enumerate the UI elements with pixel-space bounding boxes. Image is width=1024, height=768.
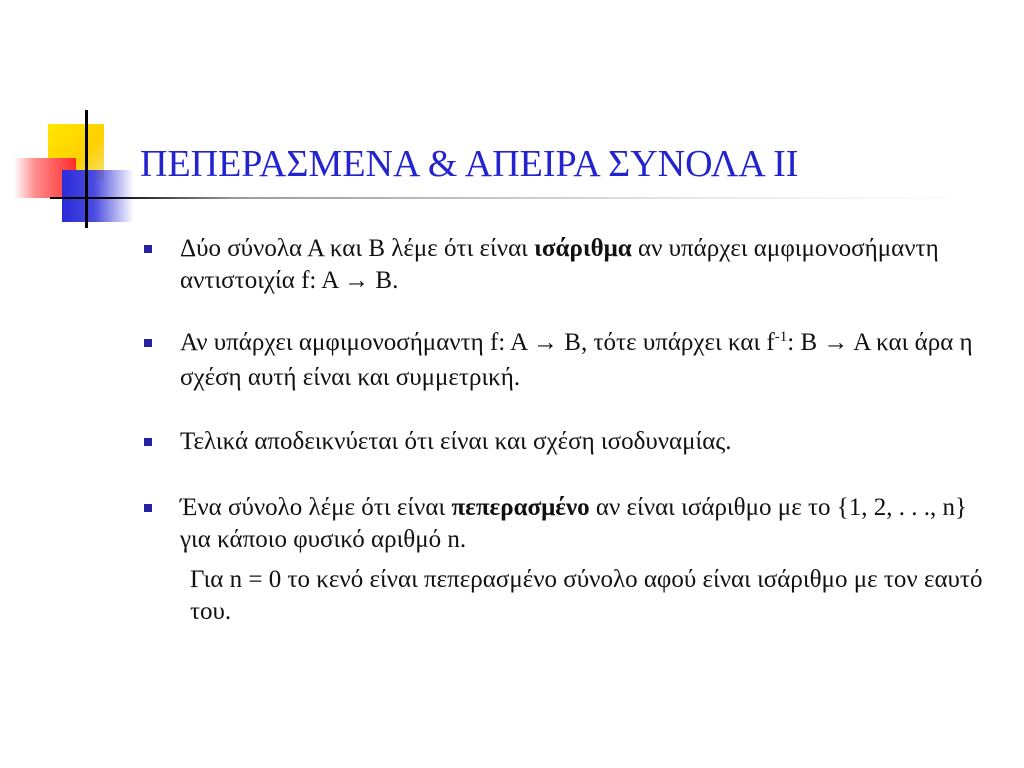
- decorative-blue-block: [62, 170, 134, 222]
- square-bullet-icon: [144, 339, 152, 347]
- bullet-item-2: [140, 327, 990, 394]
- square-bullet-icon: [144, 245, 152, 253]
- bullet-1-text-end: αν υπάρχει αμφιμονοσήμαντη αντιστοιχία f: A → B.: [180, 235, 939, 294]
- bullet-4-bold-term: πεπερασμένο: [451, 494, 590, 521]
- bullet-item-4: [140, 492, 990, 628]
- bullet-2-superscript: -1: [774, 329, 788, 345]
- square-bullet-icon: [144, 504, 152, 512]
- bullet-4-sub-paragraph: Για n = 0 το κενό είναι πεπερασμένο σύνολο αφού είναι ισάριθμο με τον εαυτό του.: [190, 566, 983, 625]
- bullet-2-text-start: Αν υπάρχει αμφιμονοσήμαντη f: A → B, τότε υπάρχει και f: [180, 329, 775, 356]
- bullet-4-text-start: Ένα σύνολο λέμε ότι είναι: [180, 494, 452, 521]
- square-bullet-icon: [144, 438, 152, 446]
- bullet-1-text-start: Δύο σύνολα Α και Β λέμε ότι είναι: [180, 235, 535, 262]
- bullet-list: [140, 233, 990, 628]
- bullet-1-bold-term: ισάριθμα: [534, 235, 632, 262]
- title-underline: [50, 197, 970, 199]
- bullet-4-text-end: αν είναι ισάριθμο με το {1, 2, . . ., n} για κάποιο φυσικό αριθμό n.: [180, 494, 967, 553]
- bullet-2-text-end: : B → A και άρα η σχέση αυτή είναι και συμμετρική.: [180, 329, 973, 391]
- slide-title: ΠΕΠΕΡΑΣΜΕΝΑ & ΑΠΕΙΡΑ ΣΥΝΟΛΑ ΙΙ: [140, 143, 799, 185]
- bullet-3-text: Τελικά αποδεικνύεται ότι είναι και σχέση ισοδυναμίας.: [180, 428, 732, 455]
- decorative-vertical-line: [85, 110, 88, 228]
- bullet-item-3: [140, 426, 990, 458]
- bullet-item-1: [140, 233, 990, 297]
